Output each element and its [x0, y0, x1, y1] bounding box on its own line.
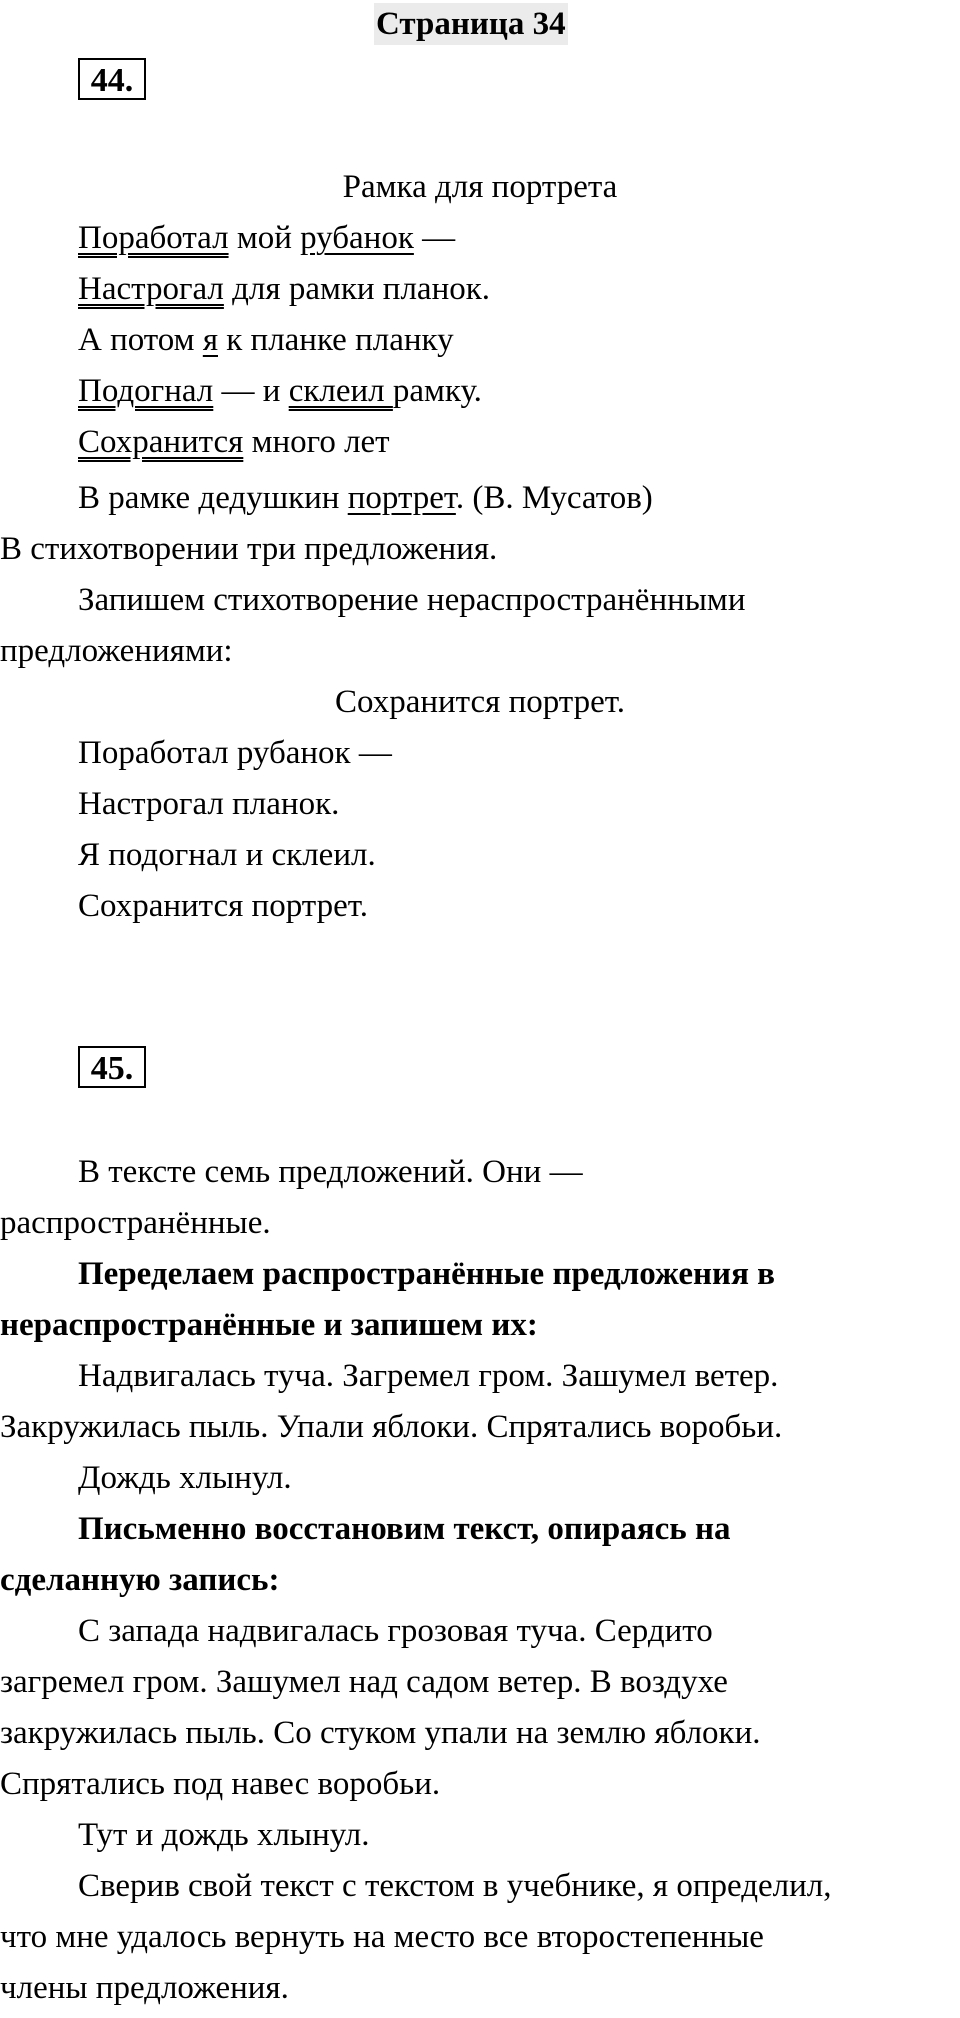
- paragraph-text: Надвигалась туча. Загремел гром. Зашумел ветер.: [78, 1358, 779, 1394]
- subject-word: портрет: [347, 480, 456, 516]
- paragraph-text: члены предложения.: [0, 1970, 289, 2006]
- paragraph-text: предложениями:: [0, 633, 233, 669]
- subject-word: я: [202, 322, 218, 358]
- poem-text: —: [413, 220, 456, 256]
- bold-instruction: сделанную запись:: [0, 1562, 280, 1598]
- poem-text: для рамки планок.: [223, 271, 491, 307]
- short-poem-line-3: Я подогнал и склеил.: [78, 837, 376, 873]
- bold-instruction: нераспространённые и запишем их:: [0, 1307, 538, 1343]
- paragraph-text: Запишем стихотворение нераспространёнными: [78, 582, 746, 618]
- poem-line-3: [78, 320, 454, 360]
- subject-word: рубанок: [300, 220, 414, 256]
- poem-text: много лет: [243, 424, 390, 460]
- paragraph-text: Спрятались под навес воробьи.: [0, 1766, 441, 1802]
- paragraph-text: загремел гром. Зашумел над садом ветер. В воздухе: [0, 1664, 728, 1700]
- predicate-word: склеил: [288, 373, 393, 409]
- short-poem-line-4: Сохранится портрет.: [78, 888, 368, 924]
- predicate-word: Сохранится: [78, 424, 244, 460]
- paragraph-text: В тексте семь предложений. Они —: [78, 1154, 583, 1190]
- paragraph-text: В стихотворении три предложения.: [0, 531, 498, 567]
- short-poem-line-2: Настрогал планок.: [78, 786, 340, 822]
- short-poem-title: Сохранится портрет.: [335, 684, 625, 720]
- poem-text: рамку.: [392, 373, 482, 409]
- poem-text: мой: [228, 220, 301, 256]
- predicate-word: Подогнал: [78, 373, 214, 409]
- exercise-number-44: 44.: [78, 58, 146, 100]
- paragraph-text: Тут и дождь хлынул.: [78, 1817, 370, 1853]
- predicate-word: Поработал: [78, 220, 229, 256]
- bold-instruction: Переделаем распространённые предложения в: [78, 1256, 775, 1292]
- poem-text: В рамке дедушкин: [78, 480, 348, 516]
- poem-line-2: [78, 269, 490, 309]
- paragraph-text: Сверив свой текст с текстом в учебнике, я определил,: [78, 1868, 832, 1904]
- bold-instruction: Письменно восстановим текст, опираясь на: [78, 1511, 731, 1547]
- page-title: Страница 34: [374, 3, 568, 45]
- poem-title: Рамка для портрета: [342, 169, 618, 205]
- poem-text: — и: [213, 373, 289, 409]
- poem-text: . (В. Мусатов): [455, 480, 653, 516]
- poem-line-4: [78, 371, 482, 411]
- exercise-number-45: 45.: [78, 1046, 146, 1088]
- predicate-word: Настрогал: [78, 271, 224, 307]
- paragraph-text: Закружилась пыль. Упали яблоки. Спрятались воробьи.: [0, 1409, 783, 1445]
- paragraph-text: закружилась пыль. Со стуком упали на землю яблоки.: [0, 1715, 761, 1751]
- poem-text: А потом: [78, 322, 203, 358]
- paragraph-text: распространённые.: [0, 1205, 271, 1241]
- poem-text: к планке планку: [218, 322, 454, 358]
- poem-line-5: [78, 422, 390, 462]
- paragraph-text: что мне удалось вернуть на место все второстепенные: [0, 1919, 764, 1955]
- short-poem-line-1: Поработал рубанок —: [78, 735, 392, 771]
- poem-line-6: [78, 478, 653, 518]
- paragraph-text: Дождь хлынул.: [78, 1460, 292, 1496]
- paragraph-text: С запада надвигалась грозовая туча. Сердито: [78, 1613, 713, 1649]
- poem-line-1: [78, 218, 455, 258]
